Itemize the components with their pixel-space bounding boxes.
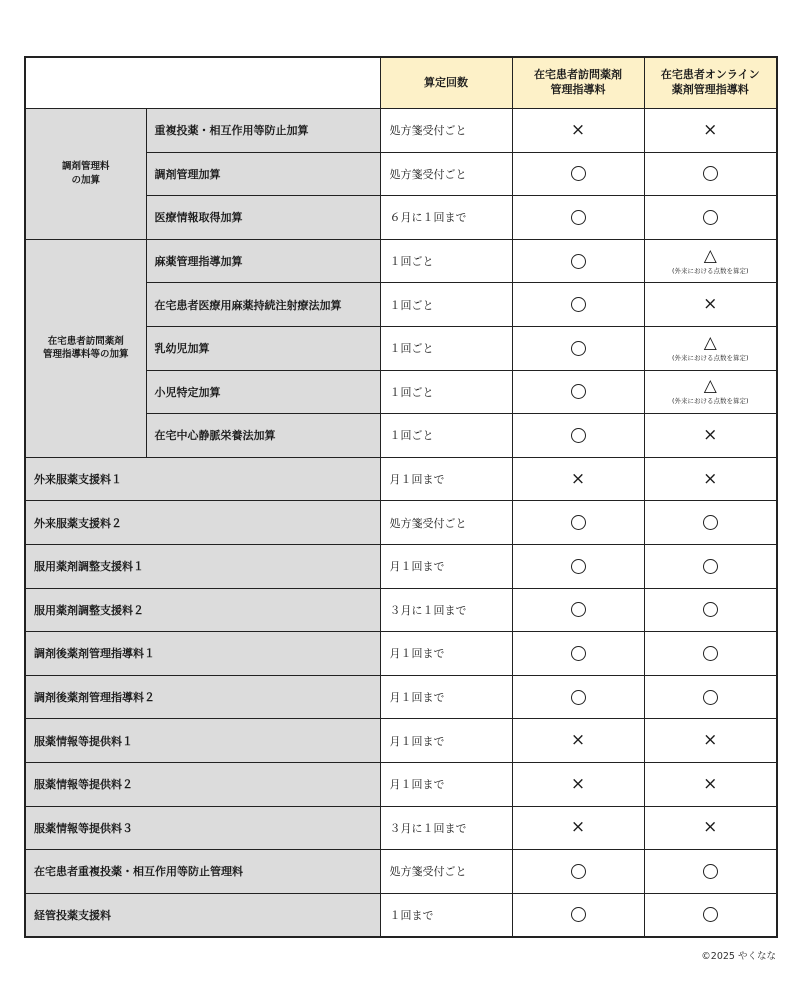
circle-mark-icon: [571, 341, 586, 356]
item-name-cell: 乳幼児加算: [146, 326, 380, 370]
mark-cell: [644, 196, 777, 240]
mark-cell: [644, 893, 777, 937]
mark-cell: [512, 152, 644, 196]
frequency-cell: 月１回まで: [380, 675, 512, 719]
mark-note: (外来における点数を算定): [671, 353, 749, 362]
circle-mark-icon: [571, 210, 586, 225]
mark-cell: [512, 283, 644, 327]
item-name-cell: 麻薬管理指導加算: [146, 239, 380, 283]
circle-mark-icon: [571, 254, 586, 269]
header-online-line1: 在宅患者オンライン: [660, 68, 760, 82]
circle-mark-icon: [571, 297, 586, 312]
mark-cell: [512, 588, 644, 632]
mark-cell: [644, 719, 777, 763]
header-online-line2: 薬剤管理指導料: [671, 83, 749, 96]
circle-mark-icon: [571, 864, 586, 879]
category-line: 管理指導料等の加算: [42, 349, 129, 361]
header-online: [644, 57, 777, 109]
mark-cell: [644, 632, 777, 676]
table-row: [25, 806, 777, 850]
mark-cell: [644, 283, 777, 327]
category-cell: [25, 109, 146, 240]
mark-cell: [644, 239, 777, 283]
frequency-cell: １回ごと: [380, 414, 512, 458]
billing-comparison-table: [24, 56, 778, 938]
item-name-cell: 医療情報取得加算: [146, 196, 380, 240]
frequency-cell: １回ごと: [380, 370, 512, 414]
circle-mark-icon: [571, 602, 586, 617]
frequency-cell: 月１回まで: [380, 544, 512, 588]
cross-mark-icon: ×: [703, 294, 718, 315]
cross-mark-icon: ×: [703, 468, 718, 489]
circle-mark-icon: [571, 166, 586, 181]
mark-cell: [512, 675, 644, 719]
circle-mark-icon: [571, 907, 586, 922]
circle-mark-icon: [571, 515, 586, 530]
circle-mark-icon: [703, 559, 718, 574]
table-row: [25, 501, 777, 545]
table-row: [25, 109, 777, 153]
mark-cell: [512, 850, 644, 894]
mark-cell: [512, 196, 644, 240]
item-name-cell: 調剤後薬剤管理指導料１: [25, 632, 380, 676]
mark-cell: [512, 762, 644, 806]
cross-mark-icon: ×: [570, 730, 586, 751]
header-frequency: 算定回数: [380, 57, 512, 109]
mark-cell: [644, 370, 777, 414]
mark-cell: [512, 370, 644, 414]
table-row: [25, 675, 777, 719]
mark-cell: [644, 152, 777, 196]
mark-cell: [512, 109, 644, 153]
triangle-mark-icon: △: [703, 332, 717, 353]
item-name-cell: 服用薬剤調整支援料１: [25, 544, 380, 588]
triangle-mark-icon: △: [703, 376, 717, 397]
mark-cell: [644, 109, 777, 153]
mark-cell: [644, 806, 777, 850]
mark-cell: [512, 893, 644, 937]
item-name-cell: 外来服薬支援料２: [25, 501, 380, 545]
mark-cell: [644, 850, 777, 894]
circle-mark-icon: [571, 384, 586, 399]
mark-cell: [644, 326, 777, 370]
frequency-cell: １回まで: [380, 893, 512, 937]
frequency-cell: 月１回まで: [380, 762, 512, 806]
item-name-cell: 服薬情報等提供料３: [25, 806, 380, 850]
table-row: [25, 632, 777, 676]
cross-mark-icon: ×: [570, 773, 586, 794]
mark-cell: [644, 457, 777, 501]
frequency-cell: ３月に１回まで: [380, 806, 512, 850]
table-header-row: [25, 57, 777, 109]
table-row: [25, 762, 777, 806]
mark-cell: [644, 544, 777, 588]
item-name-cell: 服用薬剤調整支援料２: [25, 588, 380, 632]
frequency-cell: １回ごと: [380, 326, 512, 370]
header-home-visit-line1: 在宅患者訪問薬剤: [534, 68, 622, 82]
circle-mark-icon: [571, 690, 586, 705]
category-line: の加算: [71, 174, 100, 186]
circle-mark-icon: [703, 602, 718, 617]
cross-mark-icon: ×: [703, 817, 718, 838]
item-name-cell: 外来服薬支援料１: [25, 457, 380, 501]
circle-mark-icon: [703, 515, 718, 530]
frequency-cell: １回ごと: [380, 239, 512, 283]
circle-mark-icon: [703, 690, 718, 705]
mark-cell: [644, 501, 777, 545]
table-row: [25, 719, 777, 763]
circle-mark-icon: [703, 210, 718, 225]
item-name-cell: 服薬情報等提供料１: [25, 719, 380, 763]
mark-cell: [512, 457, 644, 501]
table-row: [25, 239, 777, 283]
table-row: [25, 893, 777, 937]
header-home-visit-line2: 管理指導料: [550, 83, 606, 96]
item-name-cell: 在宅中心静脈栄養法加算: [146, 414, 380, 458]
category-line: 在宅患者訪問薬剤: [47, 335, 124, 347]
table-row: [25, 544, 777, 588]
frequency-cell: 処方箋受付ごと: [380, 501, 512, 545]
mark-note: (外来における点数を算定): [671, 397, 749, 406]
frequency-cell: 処方箋受付ごと: [380, 152, 512, 196]
frequency-cell: ３月に１回まで: [380, 588, 512, 632]
triangle-mark-icon: △: [703, 245, 717, 266]
header-home-visit: [512, 57, 644, 109]
frequency-cell: 処方箋受付ごと: [380, 109, 512, 153]
cross-mark-icon: ×: [703, 424, 718, 445]
circle-mark-icon: [703, 864, 718, 879]
mark-cell: [512, 501, 644, 545]
header-blank-cell: [25, 57, 380, 109]
item-name-cell: 在宅患者医療用麻薬持続注射療法加算: [146, 283, 380, 327]
item-name-cell: 調剤後薬剤管理指導料２: [25, 675, 380, 719]
cross-mark-icon: ×: [570, 119, 586, 140]
frequency-cell: 処方箋受付ごと: [380, 850, 512, 894]
circle-mark-icon: [571, 559, 586, 574]
circle-mark-icon: [703, 907, 718, 922]
category-line: 調剤管理料: [61, 161, 110, 173]
mark-note: (外来における点数を算定): [671, 266, 749, 275]
table-row: [25, 457, 777, 501]
cross-mark-icon: ×: [570, 817, 586, 838]
mark-cell: [512, 414, 644, 458]
mark-cell: [512, 544, 644, 588]
mark-cell: [644, 675, 777, 719]
item-name-cell: 経管投薬支援料: [25, 893, 380, 937]
mark-cell: [512, 239, 644, 283]
frequency-cell: 月１回まで: [380, 457, 512, 501]
mark-cell: [512, 326, 644, 370]
mark-cell: [644, 414, 777, 458]
item-name-cell: 服薬情報等提供料２: [25, 762, 380, 806]
cross-mark-icon: ×: [703, 773, 718, 794]
item-name-cell: 重複投薬・相互作用等防止加算: [146, 109, 380, 153]
circle-mark-icon: [703, 166, 718, 181]
circle-mark-icon: [571, 646, 586, 661]
frequency-cell: １回ごと: [380, 283, 512, 327]
mark-cell: [512, 632, 644, 676]
circle-mark-icon: [571, 428, 586, 443]
cross-mark-icon: ×: [703, 730, 718, 751]
item-name-cell: 小児特定加算: [146, 370, 380, 414]
item-name-cell: 在宅患者重複投薬・相互作用等防止管理料: [25, 850, 380, 894]
cross-mark-icon: ×: [570, 468, 586, 489]
table-row: [25, 588, 777, 632]
cross-mark-icon: ×: [703, 119, 718, 140]
mark-cell: [644, 762, 777, 806]
frequency-cell: 月１回まで: [380, 632, 512, 676]
circle-mark-icon: [703, 646, 718, 661]
mark-cell: [512, 719, 644, 763]
mark-cell: [512, 806, 644, 850]
frequency-cell: ６月に１回まで: [380, 196, 512, 240]
table-body: [25, 109, 777, 938]
item-name-cell: 調剤管理加算: [146, 152, 380, 196]
category-cell: [25, 239, 146, 457]
frequency-cell: 月１回まで: [380, 719, 512, 763]
mark-cell: [644, 588, 777, 632]
table-row: [25, 850, 777, 894]
copyright-text: ©2025 やくなな: [701, 951, 776, 962]
